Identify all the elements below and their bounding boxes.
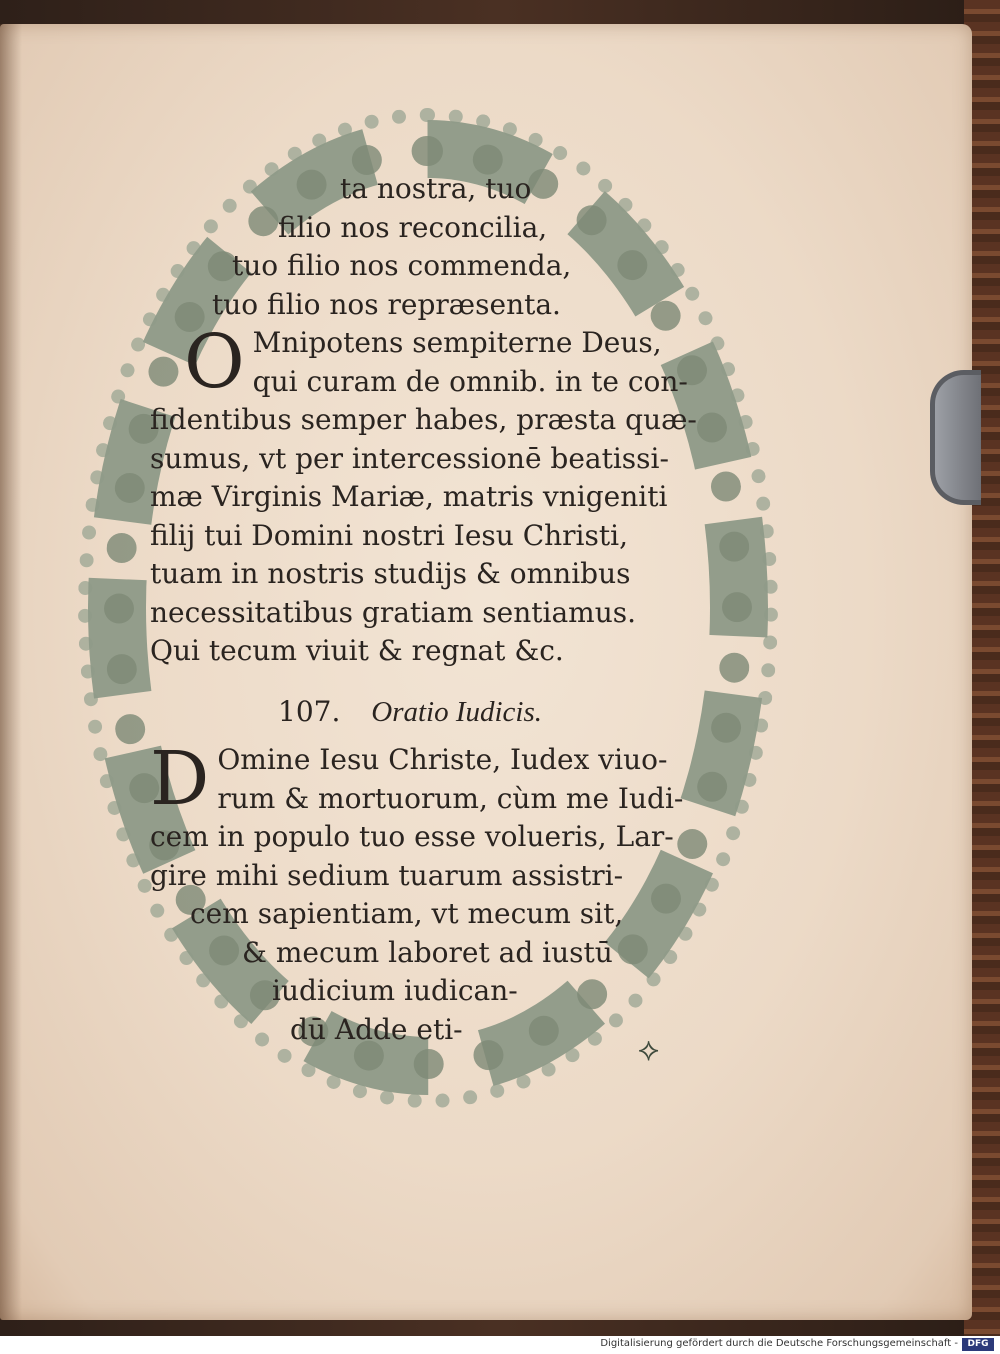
dfg-logo: DFG — [962, 1338, 994, 1351]
section-number: 107. — [278, 694, 341, 728]
text-line: sumus, vt per intercessionē beatissi- — [150, 441, 669, 475]
text-line: filio nos reconcilia, — [278, 210, 548, 244]
footer-bar — [0, 1336, 1000, 1354]
text-line: tuo filio nos repræsenta. — [212, 287, 561, 321]
drop-capital: O — [184, 319, 245, 405]
text-line: cem in populo tuo esse volueris, Lar- — [150, 820, 674, 853]
text-line: iudicium iudican- — [272, 974, 518, 1007]
text-line: Qui tecum viuit & regnat &c. — [150, 634, 564, 667]
page-gutter-shadow — [0, 24, 22, 1320]
text-line: necessitatibus gratiam sentiamus. — [150, 595, 637, 629]
text-line: ta nostra, tuo — [340, 172, 532, 205]
wreath-ornament-icon: ⟡ — [638, 1030, 660, 1068]
oratio-paragraph — [150, 736, 730, 1049]
collect-paragraph — [150, 319, 730, 671]
funding-credit: Digitalisierung gefördert durch die Deutsche Forschungsgemeinschaft - — [600, 1338, 958, 1349]
prayer-ending — [150, 170, 730, 324]
text-line: gire mihi sedium tuarum assistri- — [150, 858, 624, 892]
text-line: rum & mortuorum, cùm me Iudi- — [217, 781, 684, 815]
page-text — [150, 170, 730, 1049]
page-clip — [930, 370, 981, 505]
text-line: cem sapientiam, vt mecum sit, — [190, 897, 624, 930]
text-line: dū Adde eti- — [290, 1012, 463, 1046]
text-line: filij tui Domini nostri Iesu Christi, — [150, 518, 628, 552]
section-heading — [150, 693, 730, 732]
text-line: qui curam de omnib. in te con- — [252, 364, 688, 398]
text-line: Omine Iesu Christe, Iudex viuo- — [217, 743, 668, 776]
drop-capital: D — [150, 736, 210, 822]
section-title: Oratio Iudicis. — [371, 695, 543, 728]
text-line: mæ Virginis Mariæ, matris vnigeniti — [150, 480, 668, 513]
text-line: tuo filio nos commenda, — [232, 249, 572, 282]
text-line: & mecum laboret ad iustū — [242, 935, 613, 969]
text-line: fidentibus semper habes, præsta quæ- — [150, 403, 697, 436]
text-line: tuam in nostris studijs & omnibus — [150, 557, 631, 590]
text-line: Mnipotens sempiterne Deus, — [252, 326, 662, 359]
